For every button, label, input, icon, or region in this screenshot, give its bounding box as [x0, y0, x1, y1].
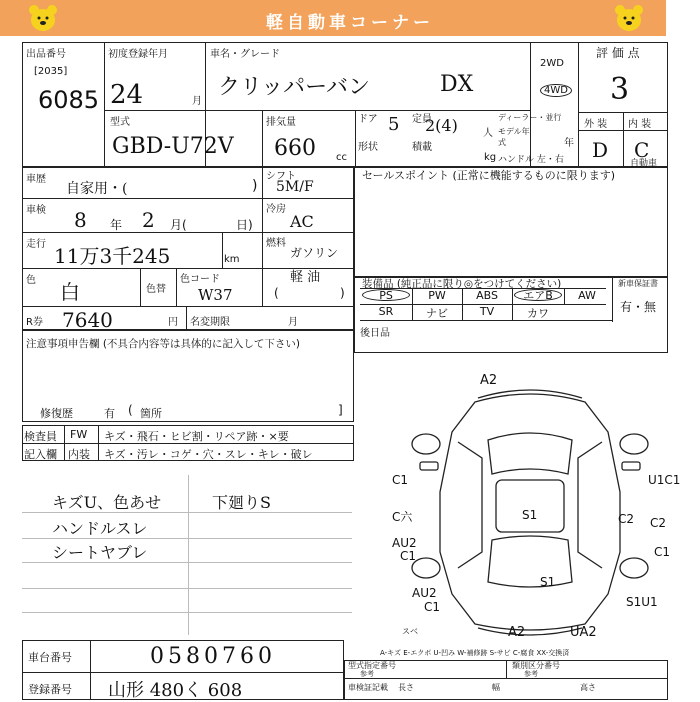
grade-label: 評 価 点: [596, 46, 640, 60]
diag-mark-c1-bottom: C1: [424, 600, 441, 614]
shaken-value: 自家用・(: [66, 181, 128, 197]
type-label: 型式: [110, 117, 130, 128]
warranty-label: 新車保証書: [618, 279, 658, 288]
km-unit: km: [224, 254, 240, 265]
reg-year: 24: [110, 80, 144, 110]
note-line3: シートヤブレ: [52, 543, 148, 562]
ac-value: AC: [290, 212, 314, 231]
name-change-month: 月: [288, 317, 298, 328]
door-label: ドア: [358, 114, 378, 125]
diag-mark-c2-right2: C2: [650, 516, 667, 530]
inspect-month: 2: [142, 208, 155, 232]
lot-number: 6085: [38, 86, 100, 114]
equip-airbag: エアB: [514, 289, 562, 301]
inspect-label: 車検: [26, 205, 46, 216]
diag-mark-a2-top: A2: [480, 373, 498, 388]
equip-aw: AW: [578, 289, 596, 302]
diag-mark-s1-roof: S1: [522, 508, 538, 522]
cert-label: 車検証記載: [348, 683, 388, 692]
diag-mark-u1c1-right: U1C1: [648, 473, 681, 487]
diag-mark-c2-right: C2: [618, 512, 635, 526]
type-cert-ref: 参考: [360, 670, 374, 678]
diag-mark-c1-left: C1: [392, 473, 409, 487]
lot-small: [2035]: [34, 66, 68, 77]
note-side: 下廻りS: [212, 493, 271, 512]
diag-mark-c6-left: C六: [392, 510, 413, 524]
length-label: 長さ: [398, 683, 414, 692]
mileage-value: 11万3千245: [54, 244, 171, 268]
drive-2wd: 2WD: [540, 58, 564, 69]
header-title: 軽自動車コーナー: [266, 13, 434, 33]
equip-ps: PS: [362, 289, 410, 301]
color-change: 色替: [146, 284, 166, 295]
equip-navi: ナビ: [426, 307, 448, 320]
model-year-label: モデル年式: [498, 127, 530, 147]
inspect-y-unit: 年: [110, 218, 123, 232]
inspector-title1: 検査員: [24, 430, 57, 443]
reg-unit: 月: [192, 96, 202, 107]
selling-section: [354, 167, 668, 277]
inspector-row1-label: FW: [70, 428, 88, 441]
load-unit: kg: [484, 152, 497, 163]
grade-value: DX: [440, 72, 474, 97]
color-label: 色: [26, 275, 36, 286]
cc-value: 660: [274, 136, 316, 161]
handle-label: ハンドル 左・右: [498, 155, 564, 165]
fuel-value: ガソリン: [290, 246, 339, 260]
equip-tv: TV: [479, 305, 495, 318]
drive-4wd: 4WD: [540, 84, 572, 97]
diag-mark-a2-bottom: A2: [508, 625, 526, 640]
equip-leather: カワ: [527, 307, 549, 320]
notice-title: 注意事項申告欄 (不具合内容等は具体的に記入して下さい): [26, 338, 301, 350]
cc-unit: cc: [336, 152, 347, 163]
color-value: 白: [60, 280, 80, 304]
yen-unit: 円: [168, 317, 178, 328]
load-label: 積載: [412, 142, 432, 153]
name-change-label: 名変期限: [190, 317, 230, 328]
class-ref: 参考: [524, 670, 538, 678]
diag-mark-s1-rear: S1: [540, 575, 556, 589]
ac-label: 冷房: [266, 204, 286, 215]
chassis-label: 車台番号: [28, 651, 72, 664]
recycle-label: R券: [26, 317, 43, 328]
year-unit: 年: [564, 138, 574, 149]
note-line2: ハンドルスレ: [52, 519, 148, 538]
warranty-value: 有・無: [620, 300, 657, 314]
inspector-row2-items: キズ・汚レ・コゲ・穴・スレ・キレ・破レ: [104, 448, 313, 461]
inspect-m-unit: 月(: [170, 218, 187, 232]
mascot-right-icon: [612, 4, 646, 40]
type-cert-label: 型式指定番号: [348, 661, 396, 670]
reg-num-label: 登録番号: [28, 683, 72, 696]
type-value: GBD-U72V: [112, 134, 234, 159]
inspector-title2: 記入欄: [24, 448, 57, 461]
fuel-alt: 軽 油: [290, 270, 321, 285]
fuel-label: 燃料: [266, 238, 286, 249]
equip-pw: PW: [428, 289, 446, 302]
mascot-left-icon: [26, 4, 60, 40]
recycle-value: 7640: [62, 308, 113, 332]
inspect-year: 8: [74, 208, 87, 232]
shift-value: 5M/F: [276, 179, 314, 195]
width-label: 幅: [492, 683, 500, 692]
dealer-label: ディーラー・並行: [498, 113, 562, 122]
reg-label: 初度登録年月: [108, 49, 168, 60]
chassis-value: 0580760: [150, 644, 276, 669]
model-name: クリッパーバン: [218, 75, 371, 100]
int-label: 内 装: [628, 119, 652, 130]
lot-label: 出品番号: [26, 49, 66, 60]
shaken-label: 車歴: [26, 174, 46, 185]
ext-value: D: [592, 138, 609, 162]
height-label: 高さ: [580, 683, 596, 692]
inspector-row2-label: 内装: [68, 448, 90, 461]
int-value: C: [634, 138, 650, 162]
color-code-label: 色コード: [180, 274, 220, 285]
class-label: 類別区分番号: [512, 661, 560, 670]
repair-value: 有: [104, 407, 115, 420]
equip-sr: SR: [378, 305, 394, 318]
diag-mark-s1u1-right: S1U1: [626, 595, 658, 609]
score-value: 3: [610, 72, 630, 107]
reg-num-value: 山形 480く 608: [108, 680, 243, 701]
cap-value: 2(4): [425, 116, 458, 135]
color-code: W37: [198, 286, 233, 304]
inspector-row1-items: キズ・飛石・ヒビ割・リペア跡・×要: [104, 430, 289, 443]
selling-logo: 自動車: [630, 159, 658, 169]
cap-unit: 人: [483, 128, 493, 139]
diagram-legend: A-キズ E-エクボ U-凹み W-補修跡 S-サビ C-腐食 XX-交換済: [380, 649, 570, 657]
shape-label: 形状: [358, 142, 378, 153]
ext-label: 外 装: [584, 119, 608, 130]
cap-label: 定員: [412, 114, 432, 125]
selling-title: セールスポイント (正常に機能するものに限ります): [362, 169, 616, 182]
parts-label: 箇所: [140, 407, 162, 420]
equipment-title: 装備品 (純正品に限り◎をつけてください): [362, 278, 562, 290]
inspect-d-unit: 日): [236, 218, 253, 232]
cc-label: 排気量: [266, 117, 296, 128]
equip-abs: ABS: [476, 289, 498, 302]
diag-mark-sube: スベ: [402, 627, 418, 636]
mileage-label: 走行: [26, 239, 46, 250]
diag-mark-ua2-bottom: UA2: [570, 625, 597, 640]
diag-mark-au2-left: AU2: [392, 536, 417, 550]
note-line1: キズU、色あせ: [52, 493, 162, 512]
door-value: 5: [388, 114, 400, 135]
repair-label: 修復歴: [40, 407, 73, 420]
diag-mark-c1-left2: C1: [400, 549, 417, 563]
model-label: 車名・グレード: [210, 49, 280, 60]
diag-mark-au2-bottom: AU2: [412, 586, 437, 600]
diag-mark-c1-right: C1: [654, 545, 671, 559]
shift-label: シフト: [266, 171, 296, 182]
retrofit-label: 後日品: [360, 328, 390, 339]
